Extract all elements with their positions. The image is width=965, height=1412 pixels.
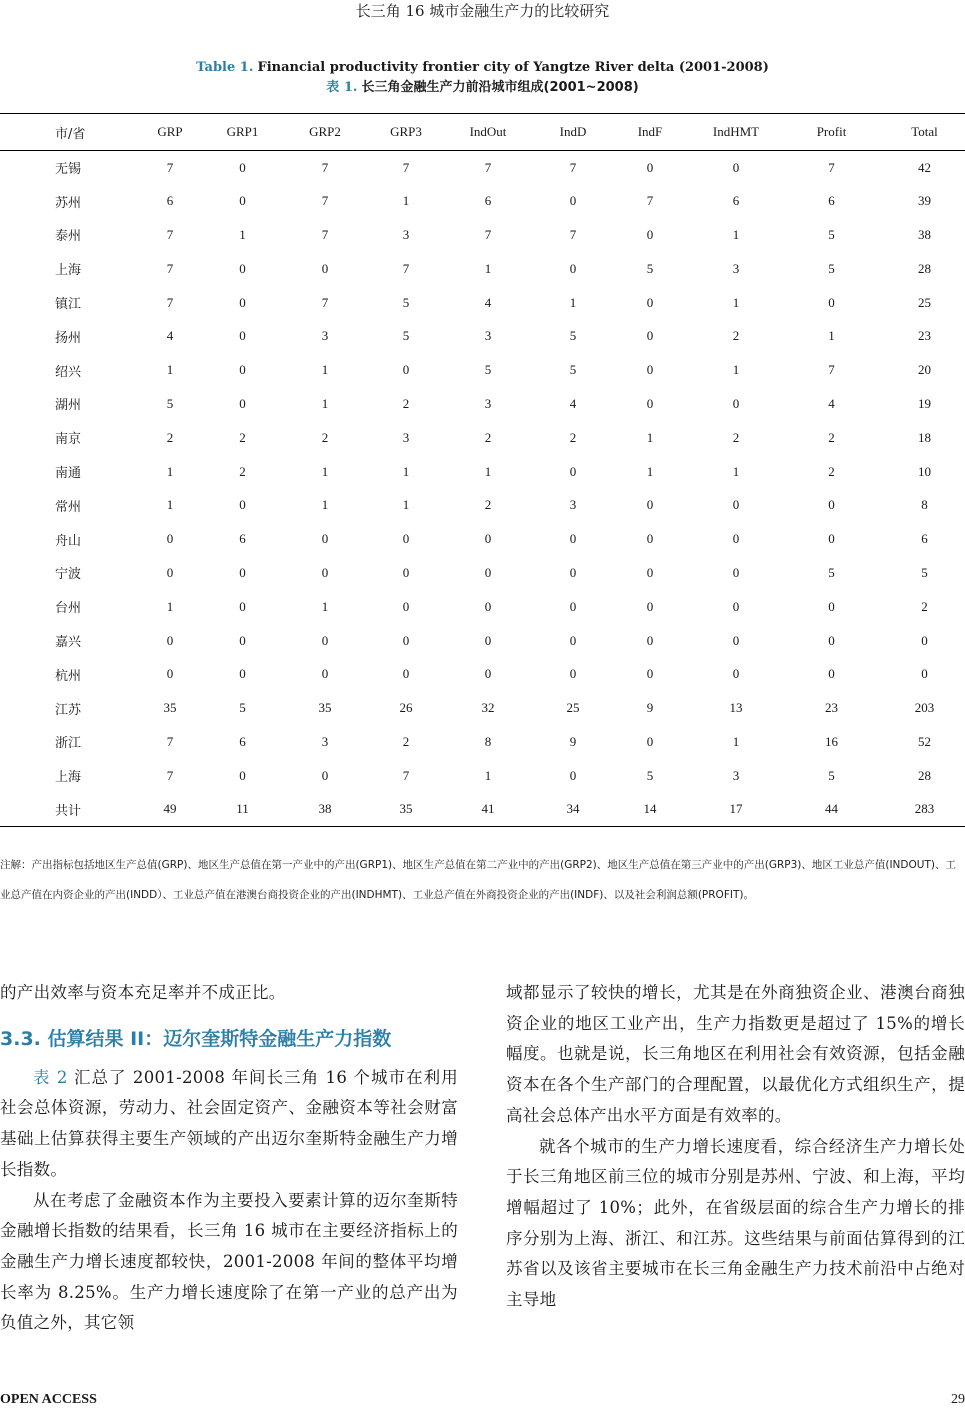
table-cell: 3 <box>732 767 740 783</box>
table-cell: 0 <box>239 632 246 648</box>
table-cell: 0 <box>646 733 654 749</box>
table-cell: 0 <box>166 531 174 547</box>
table-cell-city: 上海 <box>55 263 82 279</box>
table-cell-city: 镇江 <box>55 297 82 313</box>
table-cell: 5 <box>646 260 654 276</box>
table-cell: 0 <box>239 193 246 209</box>
header-indout: IndOut <box>437 114 539 151</box>
table-cell: 0 <box>321 666 329 682</box>
table-cell: 5 <box>569 362 577 378</box>
table-cell: 23 <box>918 328 931 344</box>
paragraph <box>0 1063 458 1186</box>
table-cell: 7 <box>321 294 329 310</box>
table-cell: 23 <box>825 700 838 716</box>
table-cell: 3 <box>402 429 410 445</box>
table-cell: 28 <box>918 767 931 783</box>
table-cell: 20 <box>918 362 931 378</box>
table-cell: 0 <box>646 328 654 344</box>
table-cell: 0 <box>828 666 835 682</box>
table-cell: 0 <box>402 666 410 682</box>
header-city: 市/省 <box>0 114 130 151</box>
table-cell-city: 舟山 <box>55 533 82 549</box>
table-cell: 0 <box>239 260 246 276</box>
table-cell: 4 <box>569 395 577 411</box>
table-cell: 3 <box>484 395 492 411</box>
table-cell: 10 <box>918 463 931 479</box>
table-title-zh: 长三角金融生产力前沿城市组成(2001~2008) <box>361 80 639 95</box>
table-row <box>0 151 965 185</box>
table-cell: 7 <box>402 159 410 175</box>
table-cell: 0 <box>732 666 740 682</box>
table-cell: 1 <box>646 463 654 479</box>
table-cell: 1 <box>732 733 740 749</box>
table-cell: 0 <box>166 666 174 682</box>
body-column-left <box>0 978 458 1339</box>
table-cell: 14 <box>607 793 693 827</box>
table-cell: 0 <box>828 598 835 614</box>
table-cell: 2 <box>484 497 492 513</box>
table-cell: 0 <box>569 564 577 580</box>
table-cell: 6 <box>828 193 835 209</box>
table-cell-city: 泰州 <box>55 229 82 245</box>
table-cell: 5 <box>402 294 410 310</box>
table-row <box>0 421 965 455</box>
table-cell: 5 <box>166 395 174 411</box>
table-cell: 0 <box>646 497 654 513</box>
table-cell: 7 <box>569 159 577 175</box>
table-cell-city: 南京 <box>55 432 82 448</box>
table-cell: 0 <box>484 632 492 648</box>
table-caption-zh <box>0 78 965 98</box>
table-cell: 5 <box>484 362 492 378</box>
table-cell: 5 <box>402 328 410 344</box>
table-cell: 7 <box>828 159 835 175</box>
table-title-en: Financial productivity frontier city of Yangtze River delta (2001-2008) <box>257 60 769 75</box>
table-cell-city: 宁波 <box>55 567 82 583</box>
table-cell: 7 <box>484 159 492 175</box>
table-cell: 1 <box>166 598 174 614</box>
table-cell: 3 <box>321 733 329 749</box>
table-row <box>0 218 965 252</box>
table-header-row <box>0 114 965 151</box>
table-cell-city: 绍兴 <box>55 364 82 380</box>
table-cell: 42 <box>918 159 931 175</box>
table-cell: 2 <box>921 598 928 614</box>
table-cell: 5 <box>828 260 835 276</box>
table-row <box>0 319 965 353</box>
table-cell: 0 <box>484 666 492 682</box>
table-cell-city: 苏州 <box>55 195 82 211</box>
table-cell: 0 <box>828 632 835 648</box>
header-grp: GRP <box>130 114 210 151</box>
table-cell: 0 <box>732 497 740 513</box>
table-cell: 0 <box>402 531 410 547</box>
table-cell: 1 <box>321 395 329 411</box>
table-cell-city: 台州 <box>55 601 82 617</box>
table-cell: 18 <box>918 429 931 445</box>
table-cell: 0 <box>569 260 577 276</box>
table-cell: 7 <box>321 193 329 209</box>
table-number-en: Table 1. <box>196 60 254 75</box>
table-cell: 28 <box>918 260 931 276</box>
table-cell: 5 <box>828 226 835 242</box>
paragraph-continued: 域都显示了较快的增长，尤其是在外商独资企业、港澳台商独资企业的地区工业产出，生产力指数更是超过了 15%的增长幅度。也就是说，长三角地区在利用社会有效资源，包括金融资本在各个生产部门的合理配置，以最优化方式组织生产，提高社会总体产出水平方面是有效率的。 <box>506 983 965 1125</box>
table-cell: 2 <box>402 395 410 411</box>
table-cell: 25 <box>918 294 931 310</box>
table-cell: 0 <box>484 531 492 547</box>
table-cell: 0 <box>828 294 835 310</box>
table-row <box>0 353 965 387</box>
table-cell: 1 <box>321 362 329 378</box>
table-cell: 35 <box>163 700 177 716</box>
table-cell: 0 <box>646 362 654 378</box>
table-cell: 0 <box>239 159 246 175</box>
table-cell: 35 <box>375 793 437 827</box>
table-cell: 3 <box>569 497 577 513</box>
table-cell: 7 <box>569 226 577 242</box>
table-cell: 38 <box>918 226 931 242</box>
table-row <box>0 556 965 590</box>
table-cell: 1 <box>402 497 410 513</box>
table-cell: 0 <box>484 598 492 614</box>
table-cell: 0 <box>732 395 740 411</box>
table-cell: 0 <box>239 362 246 378</box>
table-cell: 3 <box>321 328 329 344</box>
table-cell: 1 <box>402 463 410 479</box>
table-cell: 0 <box>239 395 246 411</box>
table-cell: 0 <box>828 531 835 547</box>
table-cell-city: 杭州 <box>55 668 82 684</box>
table-cell: 2 <box>402 733 410 749</box>
table-cell: 1 <box>484 463 492 479</box>
table-cell: 0 <box>166 564 174 580</box>
table-cell: 2 <box>484 429 492 445</box>
table-cell: 0 <box>239 666 246 682</box>
section-heading: 3.3. 估算结果 II：迈尔奎斯特金融生产力指数 <box>0 1027 392 1050</box>
table-cell: 9 <box>569 733 577 749</box>
table-cell: 0 <box>239 294 246 310</box>
table-cell: 3 <box>402 226 410 242</box>
table-number-zh: 表 1. <box>326 80 358 95</box>
table-cell: 1 <box>321 598 329 614</box>
table-cell: 7 <box>484 226 492 242</box>
table-cell: 0 <box>732 632 740 648</box>
table-row <box>0 590 965 624</box>
footer-open-access: OPEN ACCESS <box>0 1392 97 1407</box>
table-cell: 7 <box>166 159 174 175</box>
table-cell: 7 <box>402 260 410 276</box>
table-cell: 5 <box>921 564 928 580</box>
table-cell: 2 <box>732 429 740 445</box>
table-cell: 1 <box>239 226 246 242</box>
table-cell-city: 扬州 <box>55 330 82 346</box>
table-cell: 26 <box>399 700 413 716</box>
table-cell: 0 <box>321 767 329 783</box>
table-cell: 0 <box>569 767 577 783</box>
table-cell: 5 <box>828 564 835 580</box>
table-cell: 25 <box>566 700 580 716</box>
table-cell: 0 <box>321 632 329 648</box>
table-cell-city: 南通 <box>55 466 82 482</box>
paragraph: 就各个城市的生产力增长速度看，综合经济生产力增长处于长三角地区前三位的城市分别是苏州、宁波、和上海，平均增幅超过了 10%；此外，在省级层面的综合生产力增长的排序分别为上海、浙江、和江苏。这些结果与前面估算得到的江苏省以及该省主要城市在长三角金融生产力技术前沿中占绝对主导地 <box>506 1136 965 1310</box>
table-cell: 39 <box>918 193 931 209</box>
table-cell: 1 <box>321 463 329 479</box>
table-cell: 0 <box>239 564 246 580</box>
table-cell: 7 <box>166 260 174 276</box>
table-cell: 4 <box>484 294 492 310</box>
table-cell: 7 <box>166 733 174 749</box>
table-cell: 0 <box>646 666 654 682</box>
table-cell: 0 <box>569 531 577 547</box>
table-cell: 0 <box>569 193 577 209</box>
table-cell: 1 <box>732 226 740 242</box>
table-cell: 34 <box>539 793 607 827</box>
table-cell: 35 <box>318 700 332 716</box>
table-cell: 7 <box>402 767 410 783</box>
table-cell: 0 <box>646 226 654 242</box>
table-cell: 0 <box>646 564 654 580</box>
header-grp3: GRP3 <box>375 114 437 151</box>
table-cell: 0 <box>321 260 329 276</box>
table-cell: 2 <box>732 328 740 344</box>
table-row <box>0 387 965 421</box>
running-head: 长三角 16 城市金融生产力的比较研究 <box>355 2 610 20</box>
page-number: 29 <box>951 1392 965 1407</box>
table-cell: 0 <box>239 497 246 513</box>
table-cell: 2 <box>828 463 835 479</box>
table-cell: 0 <box>732 564 740 580</box>
table-cell-city: 浙江 <box>55 736 82 752</box>
table-cell: 3 <box>484 328 492 344</box>
table-cell: 1 <box>646 429 654 445</box>
table-cell: 7 <box>166 226 174 242</box>
table-cell: 13 <box>729 700 743 716</box>
table-cell-city: 常州 <box>55 499 82 515</box>
table-cell: 0 <box>921 666 928 682</box>
table-cell: 0 <box>402 632 410 648</box>
table-cell: 16 <box>825 733 838 749</box>
paragraph-text: 汇总了 2001-2008 年间长三角 16 个城市在利用社会总体资源，劳动力、社会固定资产、金融资本等社会财富基础上估算获得主要生产领域的产出迈尔奎斯特金融生产力增长指数。 <box>0 1067 458 1179</box>
table-cell: 0 <box>239 328 246 344</box>
table-cell: 7 <box>828 362 835 378</box>
table-cell: 0 <box>646 598 654 614</box>
data-table <box>0 113 965 827</box>
table-cell: 0 <box>646 632 654 648</box>
table-cell: 2 <box>569 429 577 445</box>
table-cell: 283 <box>884 793 965 827</box>
table-cell: 0 <box>732 531 740 547</box>
table-cell: 3 <box>732 260 740 276</box>
table-cell-city: 上海 <box>55 770 82 786</box>
table-cell-city: 无锡 <box>55 162 82 178</box>
table-cell: 1 <box>166 463 174 479</box>
table-cell: 11 <box>210 793 275 827</box>
table-cell: 0 <box>239 598 246 614</box>
table-cell: 0 <box>921 632 928 648</box>
header-indf: IndF <box>607 114 693 151</box>
table-cell: 7 <box>321 159 329 175</box>
table-cell: 0 <box>239 767 246 783</box>
table-cell: 8 <box>484 733 492 749</box>
table-cell: 4 <box>828 395 835 411</box>
table-cell: 1 <box>402 193 410 209</box>
table-cell: 5 <box>828 767 835 783</box>
table-cell: 2 <box>828 429 835 445</box>
table-cell: 1 <box>321 497 329 513</box>
table-cell-city: 共计 <box>0 793 130 827</box>
table-cell-city: 江苏 <box>55 702 82 718</box>
table-cell: 2 <box>166 429 174 445</box>
table-cell: 0 <box>646 294 654 310</box>
header-indhmt: IndHMT <box>693 114 779 151</box>
table-cell: 5 <box>646 767 654 783</box>
header-grp2: GRP2 <box>275 114 375 151</box>
table-cell: 32 <box>481 700 495 716</box>
table-cell: 1 <box>484 767 492 783</box>
table-cell: 1 <box>166 362 174 378</box>
table-cell: 19 <box>918 395 931 411</box>
table-row <box>0 759 965 793</box>
table-cell: 6 <box>732 193 740 209</box>
table-cell: 44 <box>779 793 884 827</box>
table-cell: 6 <box>921 531 928 547</box>
table-cell: 41 <box>437 793 539 827</box>
table-cell: 1 <box>732 362 740 378</box>
header-indd: IndD <box>539 114 607 151</box>
table-cell: 1 <box>828 328 835 344</box>
table-cell: 7 <box>321 226 329 242</box>
table-cell: 0 <box>732 159 740 175</box>
table-cell: 4 <box>166 328 174 344</box>
table-row <box>0 488 965 522</box>
table-cell: 8 <box>921 497 928 513</box>
table-cell: 38 <box>275 793 375 827</box>
table-cell: 0 <box>569 632 577 648</box>
header-grp1: GRP1 <box>210 114 275 151</box>
table-cell: 2 <box>321 429 329 445</box>
table-cell: 0 <box>569 463 577 479</box>
table-cell: 1 <box>166 497 174 513</box>
table-cell: 0 <box>402 564 410 580</box>
table-row <box>0 624 965 658</box>
table-cell: 1 <box>569 294 577 310</box>
table-row <box>0 184 965 218</box>
table-row <box>0 725 965 759</box>
header-profit: Profit <box>779 114 884 151</box>
table-cell: 0 <box>646 395 654 411</box>
table-body <box>0 151 965 827</box>
table-cell: 7 <box>166 767 174 783</box>
table-cell: 2 <box>239 463 246 479</box>
table-cell: 2 <box>239 429 246 445</box>
table-cell: 7 <box>166 294 174 310</box>
table-cell: 0 <box>166 632 174 648</box>
table-row <box>0 691 965 725</box>
table-cell: 0 <box>402 362 410 378</box>
table-cell: 0 <box>828 497 835 513</box>
table-cell: 6 <box>239 531 246 547</box>
table-row <box>0 657 965 691</box>
table-cell: 6 <box>166 193 174 209</box>
paragraph-continued: 的产出效率与资本充足率并不成正比。 <box>0 983 286 1002</box>
table-row <box>0 455 965 489</box>
table-cell-city: 嘉兴 <box>55 635 82 651</box>
table-row <box>0 286 965 320</box>
table-cell: 203 <box>914 700 935 716</box>
table-cell: 1 <box>484 260 492 276</box>
table-cell: 5 <box>569 328 577 344</box>
table-cell: 9 <box>646 700 654 716</box>
table-cell-city: 湖州 <box>55 398 82 414</box>
table-reference-link[interactable]: 表 2 <box>33 1067 68 1087</box>
table-note: 注解：产出指标包括地区生产总值(GRP)、地区生产总值在第一产业中的产出(GRP1)、地区生产总值在第二产业中的产出(GRP2)、地区生产总值在第三产业中的产出(GRP3)、地区工业总产值(INDOUT)、工业总产值在内资企业的产出(INDD）、工业总产值在港澳台商投资企业的产出(INDHMT)、工业总产值在外商投资企业的产出(INDF)、以及社会利润总额(PROFIT)。 <box>0 859 956 901</box>
table-cell: 0 <box>321 564 329 580</box>
table-cell: 0 <box>646 531 654 547</box>
table-cell: 0 <box>569 598 577 614</box>
table-cell: 52 <box>918 733 931 749</box>
table-cell: 49 <box>130 793 210 827</box>
table-cell: 1 <box>732 294 740 310</box>
table-cell: 0 <box>732 598 740 614</box>
header-total: Total <box>884 114 965 151</box>
table-cell: 0 <box>569 666 577 682</box>
table-caption-en <box>0 58 965 78</box>
table-cell: 6 <box>484 193 492 209</box>
paragraph: 从在考虑了金融资本作为主要投入要素计算的迈尔奎斯特金融增长指数的结果看，长三角 16 城市在主要经济指标上的金融生产力增长速度都较快，2001-2008 年间的整体平均增长率为 8.25%。生产力增长速度除了在第一产业的总产出为负值之外，其它领 <box>0 1190 458 1333</box>
table-row <box>0 522 965 556</box>
table-cell: 7 <box>646 193 654 209</box>
table-cell: 0 <box>402 598 410 614</box>
table-cell: 1 <box>732 463 740 479</box>
table-cell: 6 <box>239 733 246 749</box>
table-row <box>0 793 965 827</box>
table-row <box>0 252 965 286</box>
table-cell: 17 <box>693 793 779 827</box>
body-column-right <box>506 978 965 1316</box>
table-cell: 0 <box>321 531 329 547</box>
table-cell: 0 <box>484 564 492 580</box>
table-cell: 0 <box>646 159 654 175</box>
table-cell: 5 <box>239 700 246 716</box>
